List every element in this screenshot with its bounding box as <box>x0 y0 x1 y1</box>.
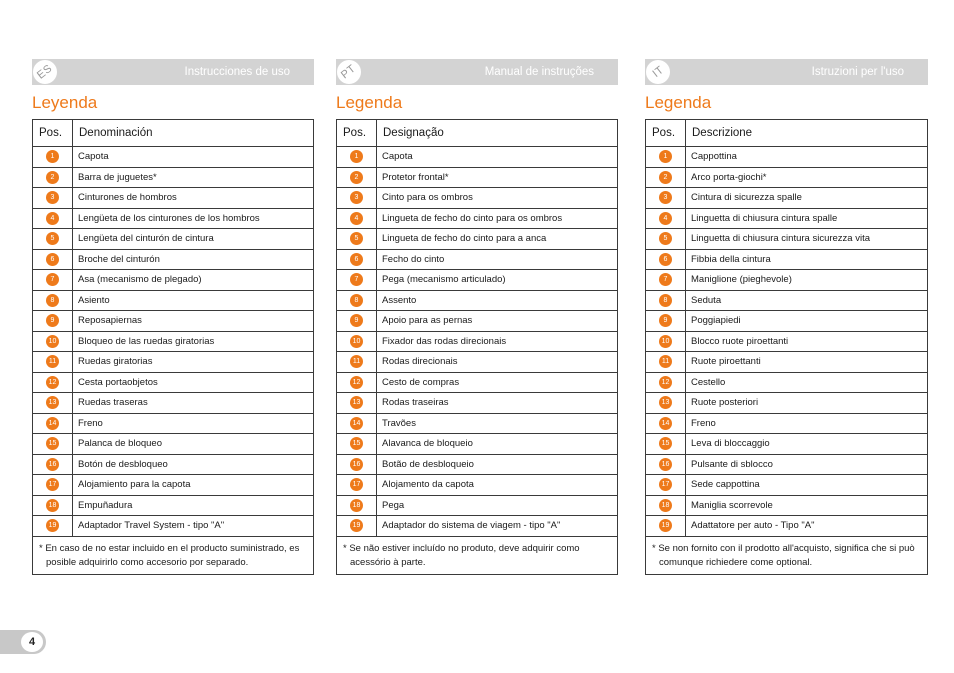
table-row <box>33 188 314 209</box>
column-header-name: Denominación <box>73 120 314 147</box>
part-name-cell: Empuñadura <box>73 495 314 516</box>
manual-header-title: Manual de instruções <box>484 66 594 78</box>
table-row <box>33 270 314 291</box>
position-number-badge: 18 <box>659 499 672 512</box>
position-number-badge: 16 <box>350 458 363 471</box>
position-cell <box>337 434 377 455</box>
page-number: 4 <box>21 632 43 652</box>
position-cell <box>33 516 73 537</box>
part-name-cell: Alojamiento para la capota <box>73 475 314 496</box>
position-cell <box>337 393 377 414</box>
position-cell <box>33 331 73 352</box>
language-badge <box>336 59 362 85</box>
position-cell <box>33 413 73 434</box>
part-name-cell: Fecho do cinto <box>377 249 618 270</box>
table-row <box>337 188 618 209</box>
table-row <box>337 229 618 250</box>
table-row <box>33 372 314 393</box>
table-row <box>33 434 314 455</box>
column-header-pos: Pos. <box>646 120 686 147</box>
position-cell <box>337 147 377 168</box>
part-name-cell: Linguetta di chiusura cintura sicurezza vita <box>686 229 928 250</box>
position-cell <box>646 147 686 168</box>
part-name-cell: Assento <box>377 290 618 311</box>
table-row <box>33 147 314 168</box>
position-number-badge: 1 <box>46 150 59 163</box>
part-name-cell: Cintura di sicurezza spalle <box>686 188 928 209</box>
position-cell <box>337 495 377 516</box>
footnote-line-1: * Se non fornito con il prodotto all'acquisto, significa che si può <box>652 542 915 554</box>
position-number-badge: 1 <box>350 150 363 163</box>
legend-title: Legenda <box>336 93 403 112</box>
part-name-cell: Lengüeta de los cinturones de los hombros <box>73 208 314 229</box>
table-row <box>646 229 928 250</box>
part-name-cell: Rodas traseiras <box>377 393 618 414</box>
table-row <box>337 311 618 332</box>
position-cell <box>337 475 377 496</box>
position-number-badge: 19 <box>350 519 363 532</box>
part-name-cell: Maniglione (pieghevole) <box>686 270 928 291</box>
table-row <box>646 167 928 188</box>
position-number-badge: 6 <box>46 253 59 266</box>
position-number-badge: 14 <box>659 417 672 430</box>
part-name-cell: Bloqueo de las ruedas giratorias <box>73 331 314 352</box>
column-header-name: Descrizione <box>686 120 928 147</box>
position-number-badge: 15 <box>350 437 363 450</box>
part-name-cell: Alavanca de bloqueio <box>377 434 618 455</box>
part-name-cell: Lengüeta del cinturón de cintura <box>73 229 314 250</box>
position-number-badge: 13 <box>350 396 363 409</box>
position-number-badge: 12 <box>46 376 59 389</box>
column-header-name: Designação <box>377 120 618 147</box>
position-number-badge: 10 <box>350 335 363 348</box>
table-row <box>646 434 928 455</box>
position-number-badge: 13 <box>46 396 59 409</box>
table-row <box>33 229 314 250</box>
footnote-line-2: acessório à parte. <box>350 556 426 568</box>
part-name-cell: Seduta <box>686 290 928 311</box>
position-cell <box>337 167 377 188</box>
position-cell <box>33 475 73 496</box>
position-cell <box>33 208 73 229</box>
position-number-badge: 14 <box>350 417 363 430</box>
part-name-cell: Ruote piroettanti <box>686 352 928 373</box>
part-name-cell: Palanca de bloqueo <box>73 434 314 455</box>
table-row <box>646 270 928 291</box>
table-row <box>337 495 618 516</box>
position-cell <box>33 352 73 373</box>
position-number-badge: 18 <box>350 499 363 512</box>
position-cell <box>33 311 73 332</box>
legend-title: Legenda <box>645 93 712 112</box>
table-row <box>33 249 314 270</box>
part-name-cell: Capota <box>377 147 618 168</box>
position-cell <box>337 352 377 373</box>
position-cell <box>33 229 73 250</box>
language-code: PT <box>339 62 359 82</box>
footnote-row <box>337 536 618 574</box>
table-row <box>646 413 928 434</box>
column-header-pos: Pos. <box>33 120 73 147</box>
table-header-row <box>646 120 928 147</box>
footnote-line-2: comunque richiedere come optional. <box>659 556 813 568</box>
table-row <box>337 249 618 270</box>
part-name-cell: Adaptador Travel System - tipo "A" <box>73 516 314 537</box>
position-cell <box>33 167 73 188</box>
position-number-badge: 5 <box>46 232 59 245</box>
legend-table <box>32 119 314 575</box>
position-cell <box>33 249 73 270</box>
table-row <box>337 167 618 188</box>
position-number-badge: 17 <box>350 478 363 491</box>
part-name-cell: Arco porta-giochi* <box>686 167 928 188</box>
table-row <box>33 290 314 311</box>
footnote-line-2: posible adquirirlo como accesorio por separado. <box>46 556 249 568</box>
position-number-badge: 19 <box>659 519 672 532</box>
manual-header-title: Instrucciones de uso <box>184 66 290 78</box>
position-cell <box>337 208 377 229</box>
position-number-badge: 13 <box>659 396 672 409</box>
part-name-cell: Barra de juguetes* <box>73 167 314 188</box>
position-cell <box>646 229 686 250</box>
table-row <box>337 475 618 496</box>
position-number-badge: 12 <box>659 376 672 389</box>
position-number-badge: 17 <box>46 478 59 491</box>
manual-header-title: Istruzioni per l'uso <box>811 66 904 78</box>
position-cell <box>33 495 73 516</box>
position-cell <box>33 454 73 475</box>
position-number-badge: 12 <box>350 376 363 389</box>
column-it <box>645 59 928 575</box>
language-code: IT <box>650 63 666 81</box>
position-number-badge: 6 <box>659 253 672 266</box>
table-header-row <box>33 120 314 147</box>
table-row <box>337 413 618 434</box>
table-row <box>33 495 314 516</box>
page-number-tab <box>0 630 46 654</box>
position-cell <box>337 229 377 250</box>
column-header-pos: Pos. <box>337 120 377 147</box>
part-name-cell: Capota <box>73 147 314 168</box>
footnote <box>33 536 314 574</box>
position-cell <box>646 331 686 352</box>
legend-rows <box>33 147 314 537</box>
table-row <box>337 393 618 414</box>
table-row <box>646 372 928 393</box>
table-row <box>337 372 618 393</box>
table-row <box>337 454 618 475</box>
position-cell <box>337 270 377 291</box>
position-number-badge: 8 <box>659 294 672 307</box>
table-row <box>33 208 314 229</box>
part-name-cell: Reposapiernas <box>73 311 314 332</box>
part-name-cell: Lingueta de fecho do cinto para a anca <box>377 229 618 250</box>
footnote-row <box>33 536 314 574</box>
part-name-cell: Freno <box>686 413 928 434</box>
language-badge <box>32 59 58 85</box>
position-number-badge: 8 <box>350 294 363 307</box>
position-cell <box>337 454 377 475</box>
position-number-badge: 5 <box>350 232 363 245</box>
position-number-badge: 10 <box>46 335 59 348</box>
position-number-badge: 9 <box>350 314 363 327</box>
part-name-cell: Protetor frontal* <box>377 167 618 188</box>
position-number-badge: 3 <box>46 191 59 204</box>
position-cell <box>337 331 377 352</box>
position-cell <box>33 372 73 393</box>
table-header-row <box>337 120 618 147</box>
position-number-badge: 11 <box>350 355 363 368</box>
position-cell <box>646 290 686 311</box>
part-name-cell: Apoio para as pernas <box>377 311 618 332</box>
position-number-badge: 1 <box>659 150 672 163</box>
position-number-badge: 18 <box>46 499 59 512</box>
position-number-badge: 15 <box>46 437 59 450</box>
position-number-badge: 3 <box>350 191 363 204</box>
position-number-badge: 17 <box>659 478 672 491</box>
language-header <box>645 59 928 85</box>
language-header <box>32 59 314 85</box>
table-row <box>33 393 314 414</box>
part-name-cell: Cesto de compras <box>377 372 618 393</box>
table-row <box>646 290 928 311</box>
position-number-badge: 4 <box>46 212 59 225</box>
table-row <box>337 434 618 455</box>
table-row <box>646 352 928 373</box>
legend-table <box>645 119 928 575</box>
position-number-badge: 9 <box>659 314 672 327</box>
table-row <box>646 475 928 496</box>
footnote-line-1: * En caso de no estar incluido en el producto suministrado, es <box>39 542 300 554</box>
position-cell <box>337 188 377 209</box>
column-pt <box>336 59 618 575</box>
table-row <box>646 495 928 516</box>
table-row <box>33 413 314 434</box>
part-name-cell: Asiento <box>73 290 314 311</box>
column-es <box>32 59 314 575</box>
position-cell <box>33 393 73 414</box>
part-name-cell: Sede cappottina <box>686 475 928 496</box>
position-number-badge: 2 <box>46 171 59 184</box>
position-cell <box>646 372 686 393</box>
table-row <box>646 454 928 475</box>
position-number-badge: 2 <box>659 171 672 184</box>
position-cell <box>646 188 686 209</box>
table-row <box>337 270 618 291</box>
position-cell <box>646 167 686 188</box>
position-number-badge: 6 <box>350 253 363 266</box>
part-name-cell: Cinto para os ombros <box>377 188 618 209</box>
part-name-cell: Freno <box>73 413 314 434</box>
table-row <box>337 352 618 373</box>
position-number-badge: 16 <box>659 458 672 471</box>
part-name-cell: Leva di bloccaggio <box>686 434 928 455</box>
position-cell <box>33 270 73 291</box>
position-number-badge: 11 <box>659 355 672 368</box>
position-cell <box>646 454 686 475</box>
position-number-badge: 7 <box>46 273 59 286</box>
position-cell <box>646 311 686 332</box>
table-row <box>33 311 314 332</box>
position-number-badge: 4 <box>659 212 672 225</box>
part-name-cell: Alojamento da capota <box>377 475 618 496</box>
position-number-badge: 11 <box>46 355 59 368</box>
position-number-badge: 16 <box>46 458 59 471</box>
position-cell <box>646 208 686 229</box>
table-row <box>337 331 618 352</box>
part-name-cell: Cinturones de hombros <box>73 188 314 209</box>
part-name-cell: Lingueta de fecho do cinto para os ombros <box>377 208 618 229</box>
table-row <box>646 331 928 352</box>
position-cell <box>33 147 73 168</box>
position-number-badge: 5 <box>659 232 672 245</box>
part-name-cell: Cesta portaobjetos <box>73 372 314 393</box>
language-header <box>336 59 618 85</box>
part-name-cell: Pulsante di sblocco <box>686 454 928 475</box>
position-cell <box>646 393 686 414</box>
part-name-cell: Broche del cinturón <box>73 249 314 270</box>
position-number-badge: 2 <box>350 171 363 184</box>
part-name-cell: Travões <box>377 413 618 434</box>
position-cell <box>646 270 686 291</box>
table-row <box>337 516 618 537</box>
position-number-badge: 19 <box>46 519 59 532</box>
table-row <box>33 454 314 475</box>
table-row <box>646 208 928 229</box>
position-cell <box>646 413 686 434</box>
position-cell <box>337 516 377 537</box>
position-cell <box>646 352 686 373</box>
part-name-cell: Adaptador do sistema de viagem - tipo "A" <box>377 516 618 537</box>
footnote-row <box>646 536 928 574</box>
table-row <box>33 167 314 188</box>
position-number-badge: 7 <box>659 273 672 286</box>
part-name-cell: Maniglia scorrevole <box>686 495 928 516</box>
part-name-cell: Cestello <box>686 372 928 393</box>
language-code: ES <box>35 62 55 82</box>
position-number-badge: 15 <box>659 437 672 450</box>
part-name-cell: Adattatore per auto - Tipo "A" <box>686 516 928 537</box>
legend-rows <box>646 147 928 537</box>
part-name-cell: Rodas direcionais <box>377 352 618 373</box>
part-name-cell: Ruedas giratorias <box>73 352 314 373</box>
position-cell <box>33 188 73 209</box>
table-row <box>33 352 314 373</box>
table-row <box>337 290 618 311</box>
part-name-cell: Botón de desbloqueo <box>73 454 314 475</box>
legend-table <box>336 119 618 575</box>
position-cell <box>337 413 377 434</box>
part-name-cell: Poggiapiedi <box>686 311 928 332</box>
table-row <box>646 516 928 537</box>
part-name-cell: Linguetta di chiusura cintura spalle <box>686 208 928 229</box>
part-name-cell: Ruote posteriori <box>686 393 928 414</box>
table-row <box>337 147 618 168</box>
legend-title: Leyenda <box>32 93 98 112</box>
position-number-badge: 10 <box>659 335 672 348</box>
position-cell <box>646 495 686 516</box>
part-name-cell: Botão de desbloqueio <box>377 454 618 475</box>
position-cell <box>646 475 686 496</box>
table-row <box>337 208 618 229</box>
position-number-badge: 3 <box>659 191 672 204</box>
table-row <box>646 147 928 168</box>
table-row <box>33 331 314 352</box>
table-row <box>33 516 314 537</box>
position-cell <box>337 249 377 270</box>
part-name-cell: Pega <box>377 495 618 516</box>
position-number-badge: 8 <box>46 294 59 307</box>
position-cell <box>33 290 73 311</box>
part-name-cell: Fibbia della cintura <box>686 249 928 270</box>
table-row <box>646 249 928 270</box>
position-cell <box>646 516 686 537</box>
position-cell <box>337 290 377 311</box>
position-number-badge: 7 <box>350 273 363 286</box>
position-cell <box>646 249 686 270</box>
part-name-cell: Pega (mecanismo articulado) <box>377 270 618 291</box>
position-number-badge: 14 <box>46 417 59 430</box>
part-name-cell: Ruedas traseras <box>73 393 314 414</box>
position-number-badge: 4 <box>350 212 363 225</box>
table-row <box>646 188 928 209</box>
footnote-line-1: * Se não estiver incluído no produto, deve adquirir como <box>343 542 580 554</box>
part-name-cell: Blocco ruote piroettanti <box>686 331 928 352</box>
position-number-badge: 9 <box>46 314 59 327</box>
position-cell <box>337 372 377 393</box>
part-name-cell: Asa (mecanismo de plegado) <box>73 270 314 291</box>
footnote <box>646 536 928 574</box>
footnote <box>337 536 618 574</box>
part-name-cell: Cappottina <box>686 147 928 168</box>
table-row <box>646 311 928 332</box>
language-badge <box>645 59 671 85</box>
position-cell <box>646 434 686 455</box>
part-name-cell: Fixador das rodas direcionais <box>377 331 618 352</box>
table-row <box>33 475 314 496</box>
position-cell <box>33 434 73 455</box>
position-cell <box>337 311 377 332</box>
legend-rows <box>337 147 618 537</box>
table-row <box>646 393 928 414</box>
